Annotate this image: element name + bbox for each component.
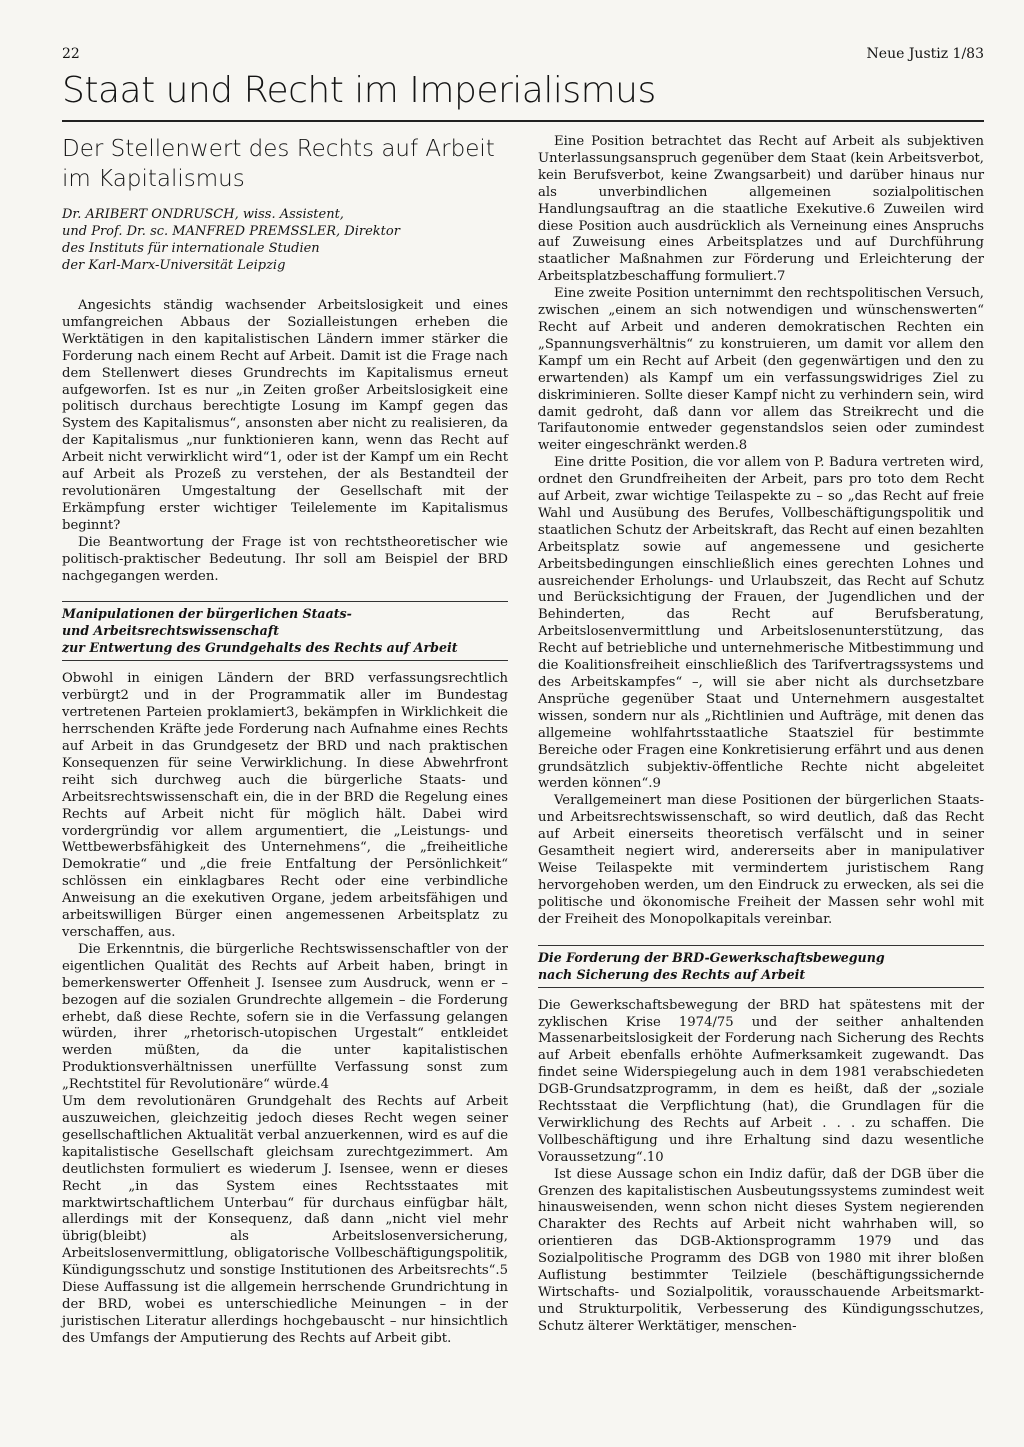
running-header [62,46,984,66]
author-line: der Karl-Marx-Universität Leipzig [62,258,286,273]
subheading-gewerkschaftsbewegung [538,945,984,988]
author-block [62,206,508,274]
subheading-line: nach Sicherung des Rechts auf Arbeit [538,966,806,982]
page [62,46,984,1348]
left-column [62,134,508,1348]
body-paragraph: Ist diese Aussage schon ein Indiz dafür, daß der DGB über die Grenzen des kapitalistischen Ausbeutungssystems zumindest weit hinausweisenden, wenn schon nicht dieses System negierenden Charakter des Rechts auf Arbeit nicht wahrhaben will, so orientieren das DGB-Aktionsprogramm 1979 und das Sozialpolitische Programm des DGB von 1980 mit ihrer bloßen Auflistung bestimmter Teilziele (beschäftigungssichernde Wirtschafts- und Sozialpolitik, vorausschauende Arbeitsmarkt- und Strukturpolitik, Verbesserung des Kündigungsschutzes, Schutz älterer Werktätiger, menschen- [538,1166,984,1334]
two-column-body [62,134,984,1348]
body-paragraph: Um dem revolutionären Grundgehalt des Rechts auf Arbeit auszuweichen, gleichzeitig jedoch dieses Recht wegen seiner gesellschaftlichen Aktualität verbal anzuerkennen, wird es auf die kapitalistische Gesellschaft gleichsam zurechtgezimmert. Am deutlichsten formuliert es wiederum J. Isensee, wenn er dieses Recht „in das System eines Rechtsstaates mit marktwirtschaftlichem Unterbau“ für durchaus einfügbar hält, allerdings mit der Konsequenz, daß dann „nicht viel mehr übrig(bleibt) als Arbeitslosenversicherung, Arbeitslosenvermittlung, obligatorische Vollbeschäftigungspolitik, Kündigungsschutz und sonstige Institutionen des Arbeitsrechts“.5 Diese Auffassung ist die allgemein herrschende Grundrichtung in der BRD, wobei es unterschiedliche Meinungen – in der juristischen Literatur allerdings hochgebauscht – nur hinsichtlich des Umfangs der Amputierung des Rechts auf Arbeit gibt. [62,1094,508,1346]
intro-paragraph: Die Beantwortung der Frage ist von rechtstheoretischer wie politisch-praktischer Bedeutung. Ihr soll am Beispiel der BRD nachgegangen werden. [62,534,508,584]
journal-issue: Neue Justiz 1/83 [866,46,984,62]
subheading-manipulationen [62,601,508,661]
author-line: Dr. ARIBERT ONDRUSCH, wiss. Assistent, [62,207,344,222]
section-title: Staat und Recht im Imperialismus [62,70,656,111]
body-paragraph: Eine Position betrachtet das Recht auf Arbeit als subjektiven Unterlassungsanspruch gegenüber dem Staat (kein Arbeitsverbot, kein Berufsverbot, keine Zwangsarbeit) und darüber hinaus nur als unverbindlichen allgemeinen sozialpolitischen Handlungsauftrag an die staatliche Exekutive.6 Zuweilen wird diese Position auch ausdrücklich als Verneinung eines Anspruchs auf Zuweisung eines Arbeitsplatzes und auf Durchführung staatlicher Maßnahmen zur Förderung und Erleichterung der Arbeitsplatzbeschaffung formuliert.7 [538,134,984,285]
subheading-line: und Arbeitsrechtswissenschaft [62,623,280,639]
intro-paragraph: Angesichts ständig wachsender Arbeitslosigkeit und eines umfangreichen Abbaus der Sozialleistungen erheben die Werktätigen in den kapitalistischen Ländern immer stärker die Forderung nach einem Recht auf Arbeit. Damit ist die Frage nach dem Stellenwert dieses Grundrechts im Kapitalismus erneut aufgeworfen. Ist es nur „in Zeiten großer Arbeitslosigkeit eine politisch durchaus berechtigte Losung im Kampf gegen das System des Kapitalismus“, ansonsten aber nicht zu realisieren, da der Kapitalismus „nur funktionieren kann, wenn das Recht auf Arbeit nicht verwirklicht wird“1, oder ist der Kampf um ein Recht auf Arbeit als Prozeß zu verstehen, der als Bestandteil der revolutionären Umgestaltung der Gesellschaft mit der Erkämpfung erster wichtiger Teilelemente im Kapitalismus beginnt? [62,298,508,533]
body-paragraph: Die Erkenntnis, die bürgerliche Rechtswissenschaftler von der eigentlichen Qualität des Rechts auf Arbeit haben, bringt in bemerkenswerter Offenheit J. Isensee zum Ausdruck, wenn er – bezogen auf die sozialen Grundrechte allgemein – die Forderung erhebt, daß diese Rechte, sofern sie in die Verfassung gelangen würden, ihrer „rhetorisch-utopischen Urgestalt“ entkleidet werden müßten, da die unter kapitalistischen Produktionsverhältnissen unerfüllte Verfassung sonst zum „Rechtstitel für Revolutionäre“ würde.4 [62,941,508,1093]
right-column [538,134,984,1348]
subheading-line: Die Forderung der BRD-Gewerkschaftsbewegung [538,949,885,965]
section-rule [62,120,984,122]
author-line: des Instituts für internationale Studien [62,241,320,256]
article-title-line: Der Stellenwert des Rechts auf Arbeit [62,136,495,162]
body-paragraph: Obwohl in einigen Ländern der BRD verfassungsrechtlich verbürgt2 und in der Programmatik aller im Bundestag vertretenen Parteien proklamiert3, bekämpfen in Wirklichkeit die herrschenden Kräfte jede Forderung nach Aufnahme eines Rechts auf Arbeit in das Grundgesetz der BRD und nach praktischen Konsequenzen für seine Verwirklichung. In diese Abwehrfront reiht sich durchweg auch die bürgerliche Staats- und Arbeitsrechtswissenschaft ein, die in der BRD die Regelung eines Rechts auf Arbeit nicht für möglich hält. Dabei wird vordergründig vor allem argumentiert, die „Leistungs- und Wettbewerbsfähigkeit des Unternehmens“, die „freiheitliche Demokratie“ und „die freie Entfaltung der Persönlichkeit“ schlössen ein einklagbares Recht oder eine verbindliche Anweisung an die exekutiven Organe, jedem arbeitsfähigen und arbeitswilligen Bürger einen angemessenen Arbeitsplatz zu verschaffen, aus. [62,671,508,940]
author-line: und Prof. Dr. sc. MANFRED PREMSSLER, Direktor [62,224,400,239]
subheading-line: Manipulationen der bürgerlichen Staats- [62,606,352,622]
body-paragraph: Eine dritte Position, die vor allem von P. Badura vertreten wird, ordnet den Grundfreiheiten der Arbeit, pars pro toto dem Recht auf Arbeit, zwar wichtige Teilaspekte zu – so „das Recht auf freie Wahl und Ausübung des Berufes, Vollbeschäftigungspolitik und staatlichen Schutz der Arbeitskraft, das Recht auf einen bezahlten Arbeitsplatz sowie auf angemessene und gesicherte Arbeitsbedingungen einschließlich eines gerechten Lohnes und ausreichender Erholungs- und Urlaubszeit, das Recht auf Schutz und Berücksichtigung der Frauen, der Jugendlichen und der Behinderten, das Recht auf Berufsberatung, Arbeitslosenvermittlung und Arbeitslosenunterstützung, das Recht auf betriebliche und unternehmerische Mitbestimmung und die Koalitionsfreiheit einschließlich des Tarifvertragssystems und des Arbeitskampfes“ –, will sie aber nicht als durchsetzbare Ansprüche gegenüber Staat und Unternehmern ausgestaltet wissen, sondern nur als „Richtlinien und Aufträge, mit denen das allgemeine wohlfahrtsstaatliche Staatsziel für bestimmte Bereiche oder Fragen eine Konkretisierung erfährt und aus denen grundsätzlich subjektiv-öffentliche Rechte nicht abgeleitet werden können“.9 [538,455,984,792]
article-title-line: im Kapitalismus [62,166,245,192]
body-paragraph: Verallgemeinert man diese Positionen der bürgerlichen Staats- und Arbeitsrechtswissenschaft, so wird deutlich, daß das Recht auf Arbeit einerseits theoretisch verfälscht und in seiner Gesamtheit negiert wird, andererseits aber in manipulativer Weise Teilaspekte mit vermindertem juristischem Rang hervorgehoben werden, um den Eindruck zu erwecken, als sei die politische und ökonomische Freiheit der Massen sehr wohl mit der Freiheit des Monopolkapitals vereinbar. [538,793,984,927]
article-title [62,134,508,194]
subheading-line: zur Entwertung des Grundgehalts des Rechts auf Arbeit [62,640,458,656]
page-number: 22 [62,46,80,62]
body-paragraph: Eine zweite Position unternimmt den rechtspolitischen Versuch, zwischen „einem an sich notwendigen und wünschenswerten“ Recht auf Arbeit und anderen demokratischen Rechten ein „Spannungsverhältnis“ zu konstruieren, um damit vor allem den Kampf um ein Recht auf Arbeit (den gegenwärtigen und den zu erwartenden) als Kampf um ein verfassungswidriges Ziel zu diskriminieren. Sollte dieser Kampf nicht zu verhindern sein, wird damit gedroht, daß dann vor allem das Streikrecht und die Tarifautonomie entweder gegenstandslos seien oder zumindest weiter eingeschränkt werden.8 [538,286,984,454]
body-paragraph: Die Gewerkschaftsbewegung der BRD hat spätestens mit der zyklischen Krise 1974/75 und der seither anhaltenden Massenarbeitslosigkeit der Forderung nach Sicherung des Rechts auf Arbeit ebenfalls erhöhte Aufmerksamkeit zugewandt. Das findet seine Widerspiegelung auch in dem 1981 verabschiedeten DGB-Grundsatzprogramm, in dem es heißt, daß der „soziale Rechtsstaat die Verpflichtung (hat), die Grundlagen für die Verwirklichung des Rechts auf Arbeit . . . zu schaffen. Die Vollbeschäftigung und ihre Erhaltung sind dazu wesentliche Voraussetzung“.10 [538,997,984,1165]
